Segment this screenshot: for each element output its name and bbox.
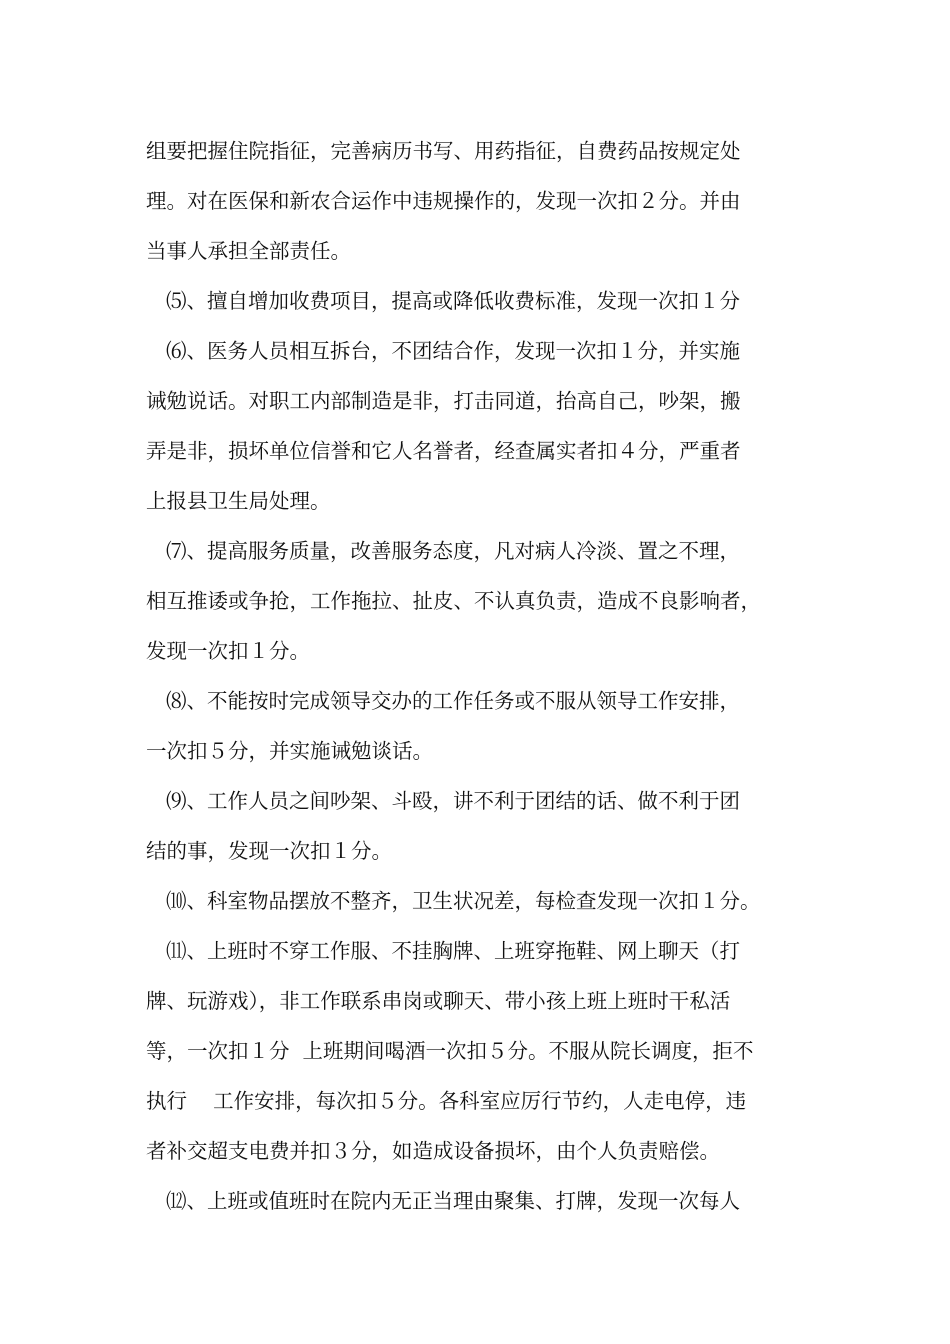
text-line: ⑻、不能按时完成领导交办的工作任务或不服从领导工作安排， <box>166 689 740 713</box>
text-line: 诫勉说话。对职工内部制造是非，打击同道，抬高自己，吵架，搬 <box>146 389 741 413</box>
text-line: 者补交超支电费并扣３分，如造成设备损坏，由个人负责赔偿。 <box>146 1139 720 1163</box>
text-line: 相互推诿或争抢，工作拖拉、扯皮、不认真负责，造成不良影响者， <box>146 589 761 613</box>
text-line: ⑼、工作人员之间吵架、斗殴，讲不利于团结的话、做不利于团 <box>166 789 740 813</box>
text-line: ⑾、上班时不穿工作服、不挂胸牌、上班穿拖鞋、网上聊天（打 <box>166 939 740 963</box>
text-line: ⑺、提高服务质量，改善服务态度，凡对病人冷淡、置之不理， <box>166 539 740 563</box>
text-line: 当事人承担全部责任。 <box>146 239 351 263</box>
text-line: 组要把握住院指征，完善病历书写、用药指征，自费药品按规定处 <box>146 139 741 163</box>
text-line: 执行 工作安排，每次扣５分。各科室应厉行节约，人走电停，违 <box>146 1089 747 1113</box>
text-line: 理。对在医保和新农合运作中违规操作的，发现一次扣２分。并由 <box>146 189 741 213</box>
text-line: 牌、玩游戏），非工作联系串岗或聊天、带小孩上班上班时干私活 <box>146 989 731 1013</box>
text-line: ⑸、擅自增加收费项目，提高或降低收费标准，发现一次扣１分 <box>166 289 740 313</box>
text-line: 一次扣５分，并实施诫勉谈话。 <box>146 739 433 763</box>
text-line: ⑹、医务人员相互拆台，不团结合作，发现一次扣１分，并实施 <box>166 339 740 363</box>
text-line: ⑿、上班或值班时在院内无正当理由聚集、打牌，发现一次每人 <box>166 1189 740 1213</box>
text-line: 等，一次扣１分 上班期间喝酒一次扣５分。不服从院长调度，拒不 <box>146 1039 754 1063</box>
text-line: ⑽、科室物品摆放不整齐，卫生状况差，每检查发现一次扣１分。 <box>166 889 761 913</box>
text-line: 发现一次扣１分。 <box>146 639 310 663</box>
text-line: 结的事，发现一次扣１分。 <box>146 839 392 863</box>
text-line: 上报县卫生局处理。 <box>146 489 331 513</box>
text-line: 弄是非，损坏单位信誉和它人名誉者，经查属实者扣４分，严重者 <box>146 439 741 463</box>
